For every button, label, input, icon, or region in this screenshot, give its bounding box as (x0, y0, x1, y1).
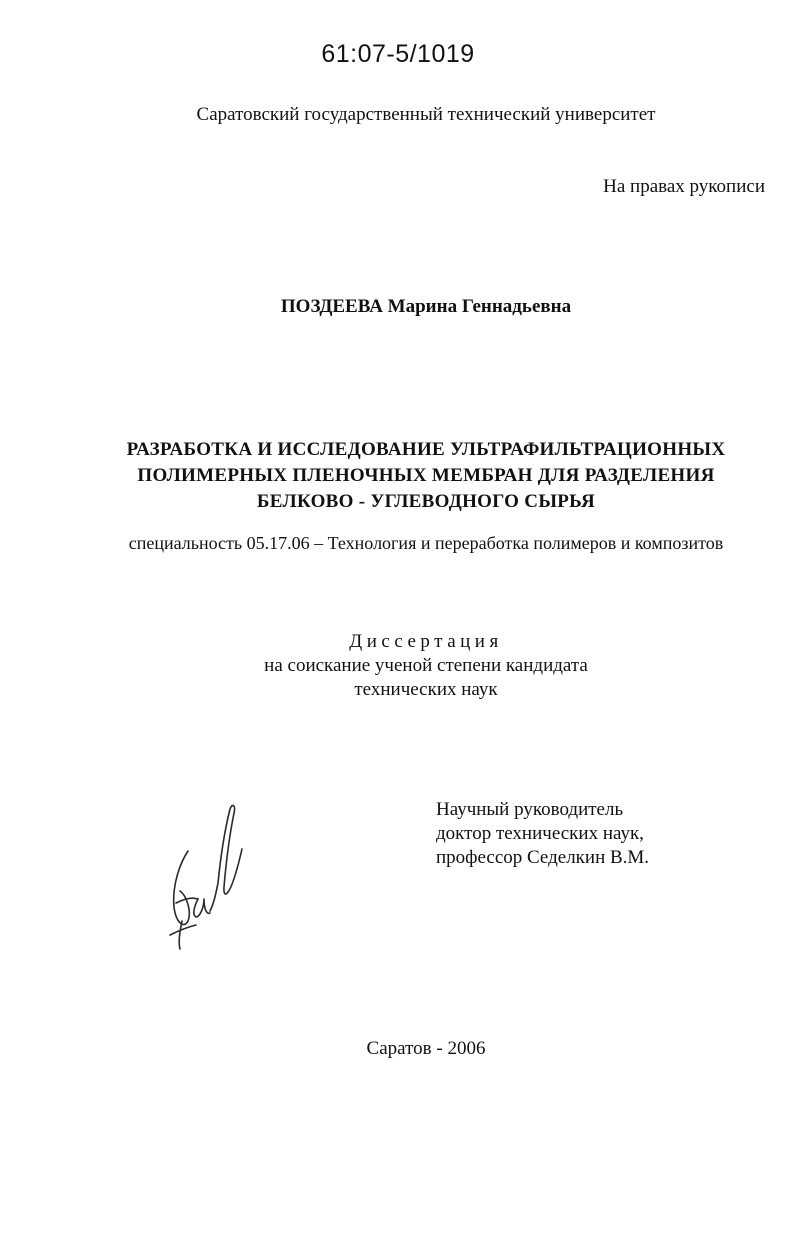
advisor-role: Научный руководитель (436, 799, 624, 820)
advisor-degree: доктор технических наук, (436, 823, 644, 844)
dissertation-title (0, 437, 796, 515)
city-and-year: Саратов - 2006 (366, 1038, 486, 1059)
science-field-line: технических наук (354, 679, 498, 700)
handwritten-signature (158, 803, 250, 953)
manuscript-rights-note: На правах рукописи (603, 176, 765, 197)
scientific-advisor-block (436, 798, 649, 870)
title-line-3: БЕЛКОВО - УГЛЕВОДНОГО СЫРЬЯ (256, 491, 596, 512)
dissertation-block (0, 630, 796, 702)
specialty-line: специальность 05.17.06 – Технология и переработка полимеров и композитов (128, 533, 724, 553)
dissertation-heading: Диссертация (349, 631, 503, 652)
title-line-1: РАЗРАБОТКА И ИССЛЕДОВАНИЕ УЛЬТРАФИЛЬТРАЦИОННЫХ (126, 439, 726, 460)
title-line-2: ПОЛИМЕРНЫХ ПЛЕНОЧНЫХ МЕМБРАН ДЛЯ РАЗДЕЛЕНИЯ (137, 465, 715, 486)
document-code: 61:07-5/1019 (321, 40, 475, 68)
university-name: Саратовский государственный технический университет (196, 104, 656, 125)
author-name: ПОЗДЕЕВА Марина Геннадьевна (280, 296, 572, 317)
degree-line: на соискание ученой степени кандидата (264, 655, 588, 676)
advisor-name: профессор Седелкин В.М. (436, 847, 650, 868)
